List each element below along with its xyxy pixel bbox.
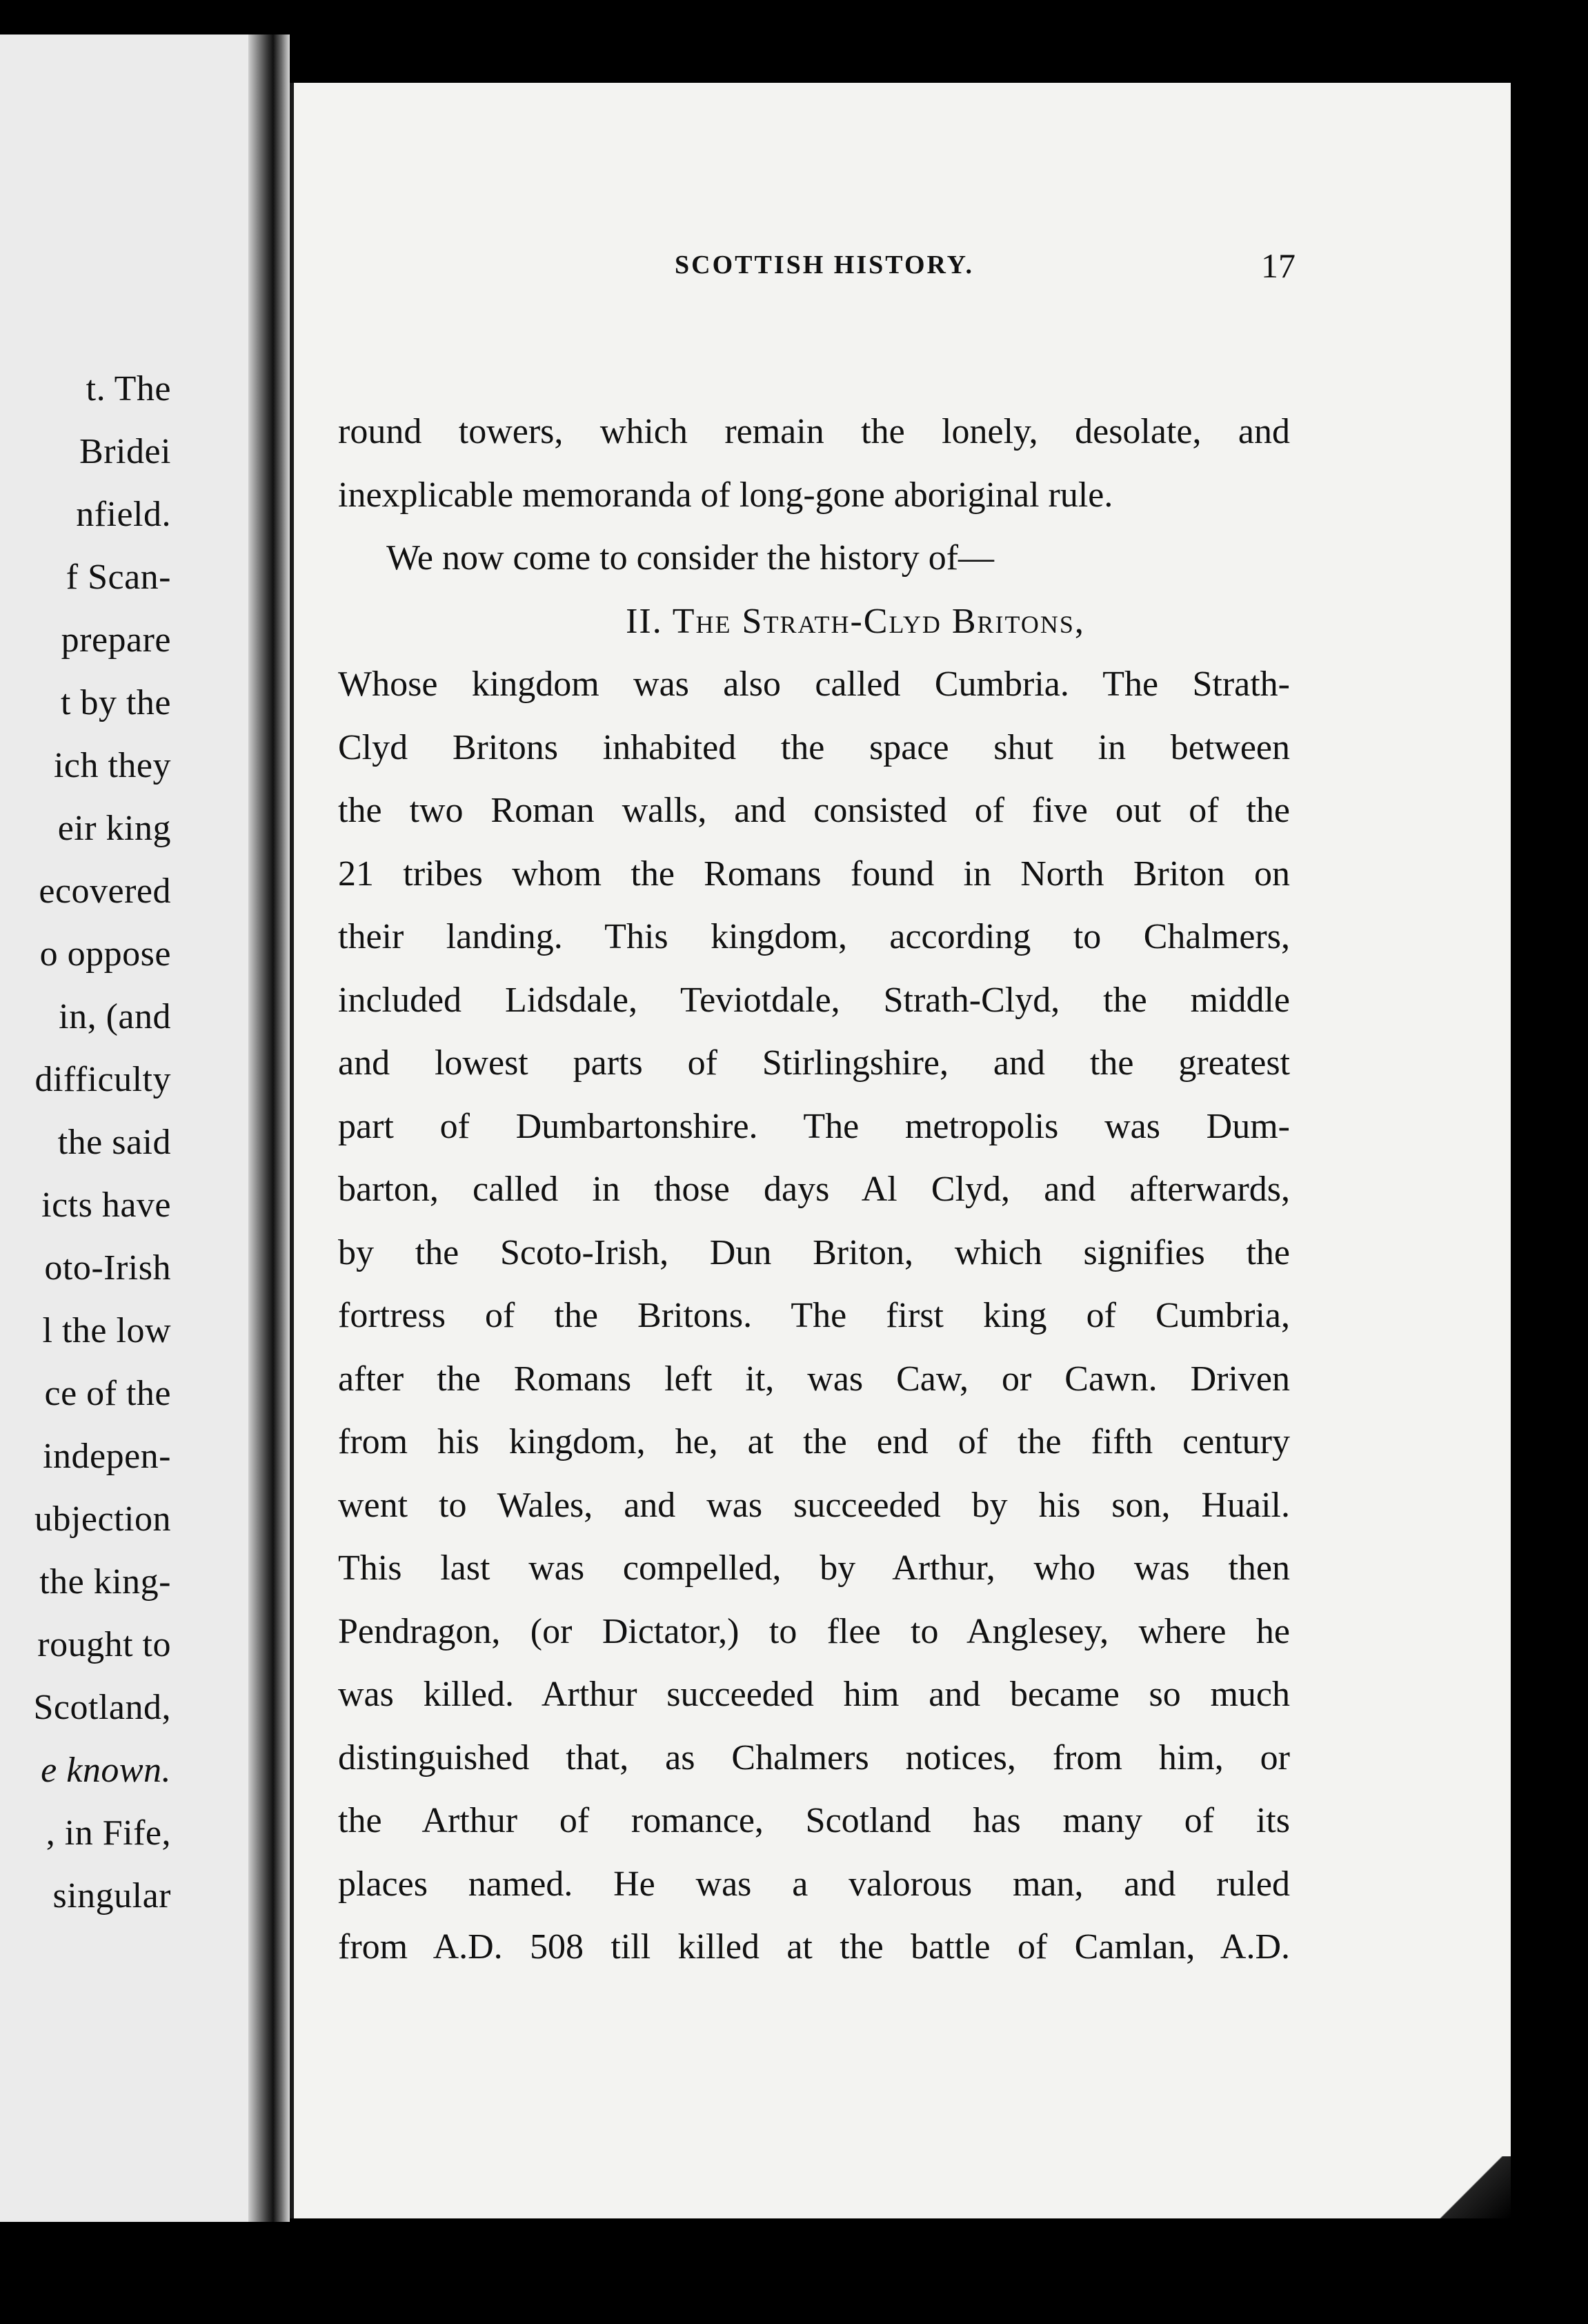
text-line: the two Roman walls, and consisted of five out of the bbox=[338, 791, 1290, 830]
text-line: 21 tribes whom the Romans found in North Briton on bbox=[338, 854, 1290, 894]
facing-page-line: , in Fife, bbox=[46, 1813, 171, 1853]
text-line: Clyd Britons inhabited the space shut in between bbox=[338, 727, 1290, 767]
running-head bbox=[386, 246, 1297, 305]
facing-page-line: l the low bbox=[42, 1311, 171, 1350]
facing-page-line: o oppose bbox=[39, 934, 171, 974]
body-text bbox=[338, 400, 1290, 1979]
text-line: went to Wales, and was succeeded by his son, Huail. bbox=[338, 1485, 1290, 1525]
text-line: and lowest parts of Stirlingshire, and the greatest bbox=[338, 1043, 1290, 1083]
text-line: round towers, which remain the lonely, desolate, and bbox=[338, 412, 1290, 451]
facing-page-line: prepare bbox=[61, 620, 171, 660]
text-line: was killed. Arthur succeeded him and became so much bbox=[338, 1675, 1290, 1714]
facing-page-line: ecovered bbox=[39, 872, 171, 911]
facing-page-line: oto-Irish bbox=[44, 1248, 171, 1288]
text-line: part of Dumbartonshire. The metropolis was Dum- bbox=[338, 1106, 1290, 1146]
facing-page-line: nfield. bbox=[76, 495, 171, 534]
text-line: Pendragon, (or Dictator,) to flee to Anglesey, where he bbox=[338, 1611, 1290, 1651]
facing-page-line: ce of the bbox=[44, 1374, 171, 1413]
text-line: inexplicable memoranda of long-gone aboriginal rule. bbox=[338, 475, 1113, 515]
facing-page-line: icts have bbox=[41, 1185, 171, 1225]
text-line: after the Romans left it, was Caw, or Cawn. Driven bbox=[338, 1359, 1290, 1399]
facing-page-line: the king- bbox=[39, 1562, 171, 1602]
text-line: We now come to consider the history of— bbox=[386, 538, 995, 578]
facing-page-line: t. The bbox=[86, 369, 171, 408]
text-line: their landing. This kingdom, according to Chalmers, bbox=[338, 917, 1290, 956]
text-line: included Lidsdale, Teviotdale, Strath-Clyd, the middle bbox=[338, 980, 1290, 1020]
facing-page-line: t by the bbox=[61, 683, 171, 722]
page-number: 17 bbox=[1261, 246, 1296, 285]
facing-page-line: eir king bbox=[57, 809, 171, 848]
facing-page-text bbox=[34, 357, 171, 1927]
book-gutter bbox=[248, 35, 290, 2222]
text-line: barton, called in those days Al Clyd, and afterwards, bbox=[338, 1170, 1290, 1209]
text-line: from A.D. 508 till killed at the battle of Camlan, A.D. bbox=[338, 1927, 1290, 1967]
scan-border bbox=[0, 2227, 1588, 2324]
text-line: distinguished that, as Chalmers notices, from him, or bbox=[338, 1737, 1290, 1778]
facing-page-line: e known. bbox=[41, 1751, 171, 1790]
text-line: the Arthur of romance, Scotland has many of its bbox=[338, 1801, 1290, 1840]
section-heading: II. The Strath-Clyd Britons, bbox=[626, 601, 1085, 641]
text-line: fortress of the Britons. The first king of Cumbria, bbox=[338, 1296, 1290, 1335]
text-line: Whose kingdom was also called Cumbria. The Strath- bbox=[338, 664, 1290, 704]
facing-page-line: singular bbox=[52, 1876, 171, 1916]
facing-page-line: the said bbox=[57, 1123, 171, 1162]
facing-page-line: rought to bbox=[37, 1625, 171, 1664]
facing-page-line: f Scan- bbox=[66, 558, 171, 597]
facing-page bbox=[0, 35, 248, 2222]
facing-page-line: indepen- bbox=[43, 1437, 171, 1476]
facing-page-line: Scotland, bbox=[33, 1688, 171, 1727]
facing-page-line: in, (and bbox=[59, 997, 171, 1036]
text-line: places named. He was a valorous man, and ruled bbox=[338, 1864, 1290, 1904]
facing-page-line: difficulty bbox=[34, 1060, 171, 1099]
facing-page-line: ich they bbox=[53, 746, 171, 785]
facing-page-line: Bridei bbox=[79, 432, 171, 471]
text-line: from his kingdom, he, at the end of the fifth century bbox=[338, 1422, 1290, 1461]
text-line: This last was compelled, by Arthur, who was then bbox=[338, 1548, 1290, 1588]
facing-page-line: ubjection bbox=[34, 1499, 171, 1539]
running-title: SCOTTISH HISTORY. bbox=[675, 250, 975, 279]
text-line: by the Scoto-Irish, Dun Briton, which signifies the bbox=[338, 1232, 1290, 1272]
